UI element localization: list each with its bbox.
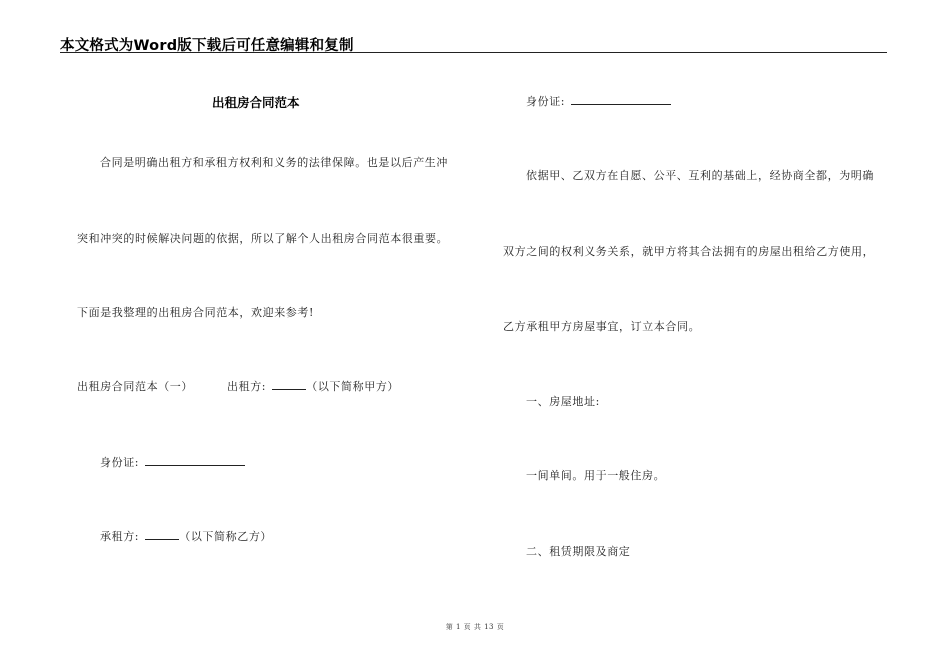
lessor-id-line <box>100 454 245 470</box>
right-paragraph-1-line-2: 双方之间的权利义务关系，就甲方将其合法拥有的房屋出租给乙方使用， <box>503 245 875 258</box>
lessee-label: 承租方: <box>100 530 140 543</box>
right-paragraph-1-line-1: 依据甲、乙双方在自愿、公平、互利的基础上，经协商全都，为明确 <box>526 169 874 182</box>
lessee-line <box>100 528 272 544</box>
lessee-id-line <box>526 93 671 109</box>
left-paragraph-1-line-2: 突和冲突的时候解决问题的依据，所以了解个人出租房合同范本很重要。 <box>77 232 449 245</box>
lessor-blank <box>272 378 306 390</box>
right-paragraph-1-line-3: 乙方承租甲方房屋事宜，订立本合同。 <box>503 320 701 333</box>
lessor-id-blank <box>145 454 245 466</box>
section-1-heading: 一、房屋地址: <box>526 395 600 408</box>
document-title: 出租房合同范本 <box>212 95 300 110</box>
header-divider <box>60 52 887 53</box>
section-2-heading: 二、租赁期限及商定 <box>526 545 631 558</box>
lessor-label: 出租方: <box>227 380 267 393</box>
lessor-line <box>77 378 399 394</box>
lessee-blank <box>145 528 179 540</box>
lessee-id-blank <box>571 93 671 105</box>
lessor-id-label: 身份证: <box>100 456 140 469</box>
lessor-note: （以下简称甲方） <box>306 380 400 393</box>
left-paragraph-2: 下面是我整理的出租房合同范本，欢迎来参考! <box>77 306 315 319</box>
sample-title: 出租房合同范本（一） <box>77 380 193 393</box>
left-paragraph-1-line-1: 合同是明确出租方和承租方权利和义务的法律保障。也是以后产生冲 <box>100 156 448 169</box>
page-number: 第 1 页 共 13 页 <box>445 623 505 631</box>
lessee-id-label: 身份证: <box>526 95 566 108</box>
document-header: 本文格式为Word版下载后可任意编辑和复制 <box>60 38 354 54</box>
section-1-content: 一间单间。用于一般住房。 <box>526 469 666 482</box>
lessee-note: （以下简称乙方） <box>179 530 273 543</box>
